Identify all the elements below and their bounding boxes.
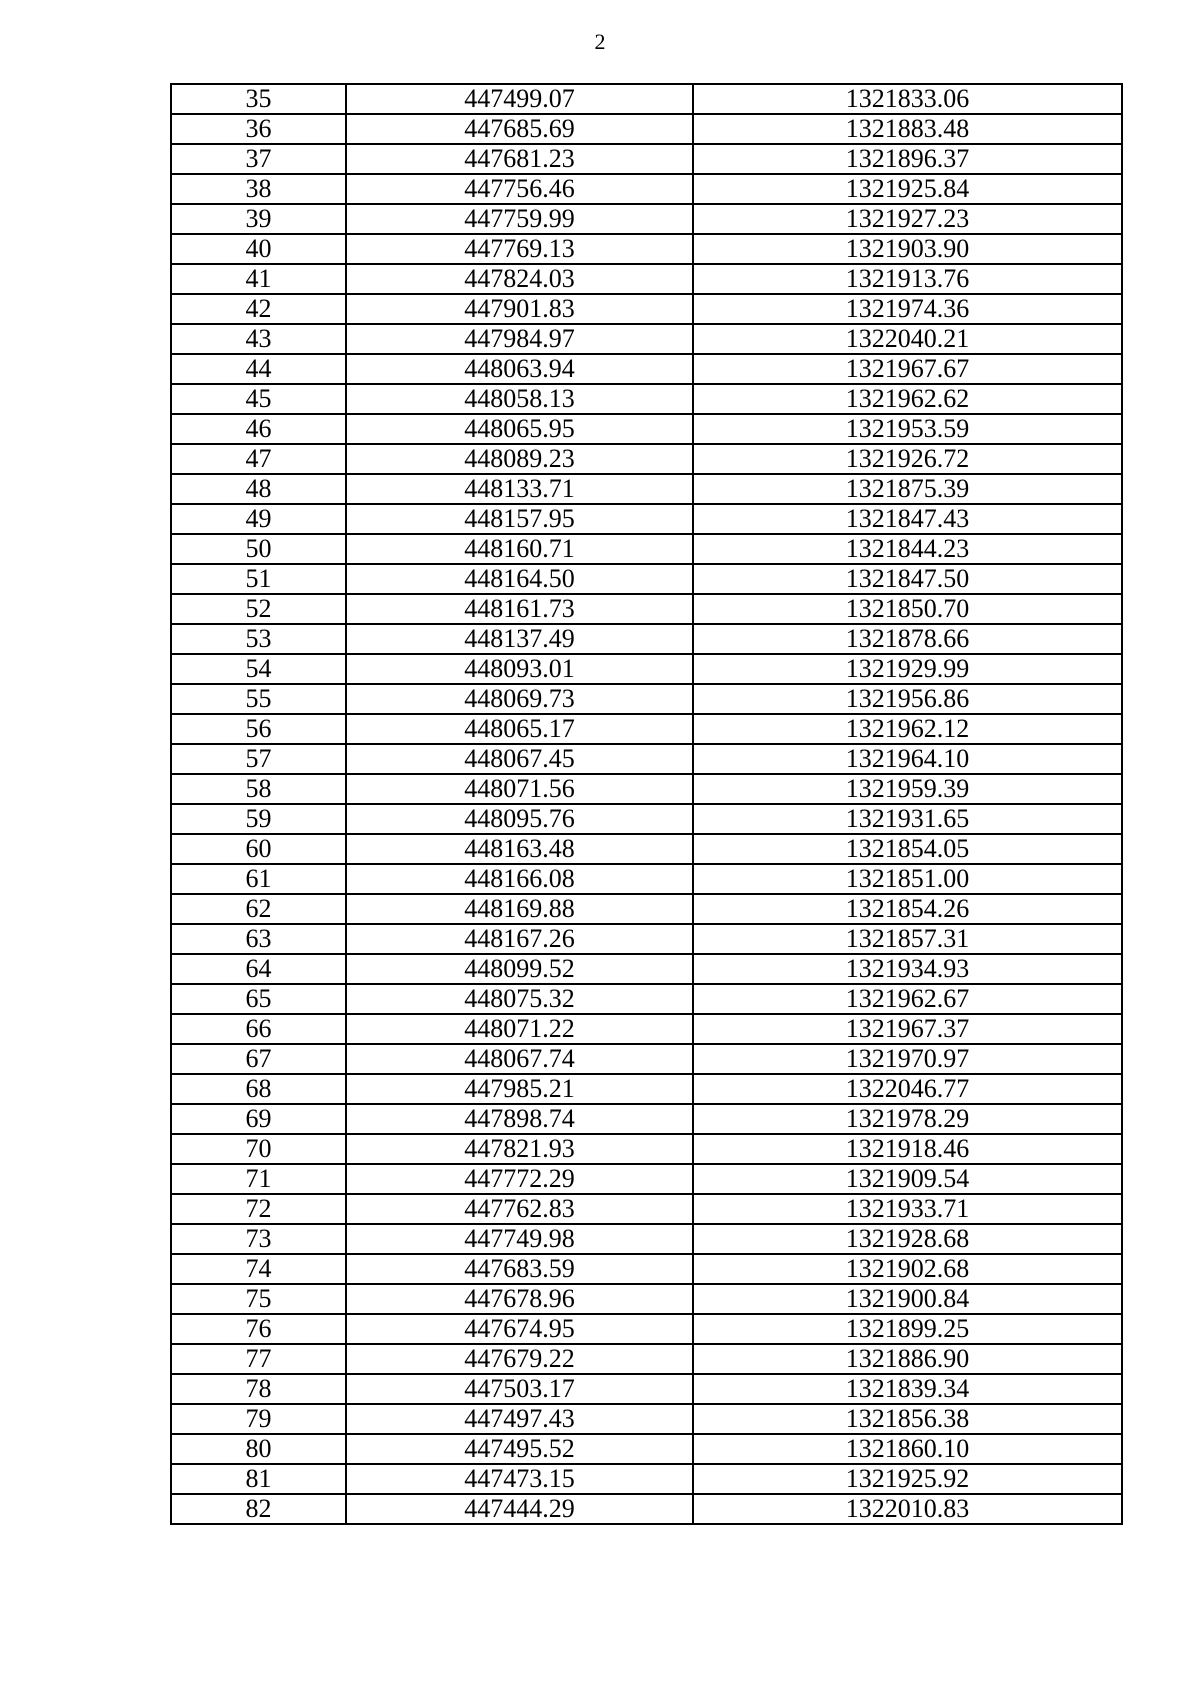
table-row bbox=[171, 1164, 1122, 1194]
y-coordinate-cell: 1321847.43 bbox=[693, 504, 1122, 534]
x-coordinate-cell: 448065.17 bbox=[346, 714, 693, 744]
table-row bbox=[171, 234, 1122, 264]
table-row bbox=[171, 984, 1122, 1014]
x-coordinate-cell: 448093.01 bbox=[346, 654, 693, 684]
y-coordinate-cell: 1321962.67 bbox=[693, 984, 1122, 1014]
table-row bbox=[171, 624, 1122, 654]
x-coordinate-cell: 448071.56 bbox=[346, 774, 693, 804]
y-coordinate-cell: 1321844.23 bbox=[693, 534, 1122, 564]
x-coordinate-cell: 447772.29 bbox=[346, 1164, 693, 1194]
table-row bbox=[171, 324, 1122, 354]
point-number-cell: 45 bbox=[171, 384, 346, 414]
x-coordinate-cell: 448099.52 bbox=[346, 954, 693, 984]
table-row bbox=[171, 294, 1122, 324]
y-coordinate-cell: 1321854.26 bbox=[693, 894, 1122, 924]
y-coordinate-cell: 1321929.99 bbox=[693, 654, 1122, 684]
x-coordinate-cell: 447759.99 bbox=[346, 204, 693, 234]
x-coordinate-cell: 447679.22 bbox=[346, 1344, 693, 1374]
x-coordinate-cell: 448067.74 bbox=[346, 1044, 693, 1074]
x-coordinate-cell: 447756.46 bbox=[346, 174, 693, 204]
y-coordinate-cell: 1321860.10 bbox=[693, 1434, 1122, 1464]
y-coordinate-cell: 1321903.90 bbox=[693, 234, 1122, 264]
table-row bbox=[171, 1344, 1122, 1374]
point-number-cell: 50 bbox=[171, 534, 346, 564]
table-row bbox=[171, 174, 1122, 204]
table-row bbox=[171, 264, 1122, 294]
table-row bbox=[171, 534, 1122, 564]
y-coordinate-cell: 1321962.12 bbox=[693, 714, 1122, 744]
y-coordinate-cell: 1321847.50 bbox=[693, 564, 1122, 594]
point-number-cell: 58 bbox=[171, 774, 346, 804]
x-coordinate-cell: 447685.69 bbox=[346, 114, 693, 144]
point-number-cell: 39 bbox=[171, 204, 346, 234]
y-coordinate-cell: 1321918.46 bbox=[693, 1134, 1122, 1164]
y-coordinate-cell: 1321909.54 bbox=[693, 1164, 1122, 1194]
y-coordinate-cell: 1321899.25 bbox=[693, 1314, 1122, 1344]
table-row bbox=[171, 504, 1122, 534]
x-coordinate-cell: 448164.50 bbox=[346, 564, 693, 594]
table-row bbox=[171, 114, 1122, 144]
point-number-cell: 74 bbox=[171, 1254, 346, 1284]
point-number-cell: 67 bbox=[171, 1044, 346, 1074]
point-number-cell: 52 bbox=[171, 594, 346, 624]
point-number-cell: 75 bbox=[171, 1284, 346, 1314]
point-number-cell: 36 bbox=[171, 114, 346, 144]
x-coordinate-cell: 448163.48 bbox=[346, 834, 693, 864]
y-coordinate-cell: 1321967.37 bbox=[693, 1014, 1122, 1044]
point-number-cell: 37 bbox=[171, 144, 346, 174]
x-coordinate-cell: 447444.29 bbox=[346, 1494, 693, 1524]
x-coordinate-cell: 448157.95 bbox=[346, 504, 693, 534]
y-coordinate-cell: 1321928.68 bbox=[693, 1224, 1122, 1254]
x-coordinate-cell: 447762.83 bbox=[346, 1194, 693, 1224]
y-coordinate-cell: 1321926.72 bbox=[693, 444, 1122, 474]
table-row bbox=[171, 84, 1122, 114]
x-coordinate-cell: 448067.45 bbox=[346, 744, 693, 774]
x-coordinate-cell: 448075.32 bbox=[346, 984, 693, 1014]
point-number-cell: 49 bbox=[171, 504, 346, 534]
coordinates-table bbox=[170, 83, 1123, 1525]
table-row bbox=[171, 1284, 1122, 1314]
x-coordinate-cell: 448058.13 bbox=[346, 384, 693, 414]
y-coordinate-cell: 1321875.39 bbox=[693, 474, 1122, 504]
x-coordinate-cell: 448169.88 bbox=[346, 894, 693, 924]
y-coordinate-cell: 1321931.65 bbox=[693, 804, 1122, 834]
y-coordinate-cell: 1322046.77 bbox=[693, 1074, 1122, 1104]
x-coordinate-cell: 447473.15 bbox=[346, 1464, 693, 1494]
point-number-cell: 35 bbox=[171, 84, 346, 114]
y-coordinate-cell: 1321886.90 bbox=[693, 1344, 1122, 1374]
y-coordinate-cell: 1321927.23 bbox=[693, 204, 1122, 234]
table-row bbox=[171, 144, 1122, 174]
table-row bbox=[171, 954, 1122, 984]
table-row bbox=[171, 1314, 1122, 1344]
y-coordinate-cell: 1321833.06 bbox=[693, 84, 1122, 114]
point-number-cell: 76 bbox=[171, 1314, 346, 1344]
x-coordinate-cell: 447769.13 bbox=[346, 234, 693, 264]
table-row bbox=[171, 1434, 1122, 1464]
y-coordinate-cell: 1321956.86 bbox=[693, 684, 1122, 714]
point-number-cell: 70 bbox=[171, 1134, 346, 1164]
table-row bbox=[171, 1224, 1122, 1254]
y-coordinate-cell: 1321851.00 bbox=[693, 864, 1122, 894]
point-number-cell: 68 bbox=[171, 1074, 346, 1104]
table-row bbox=[171, 744, 1122, 774]
table-row bbox=[171, 1074, 1122, 1104]
table-row bbox=[171, 1494, 1122, 1524]
coordinates-table-body bbox=[171, 84, 1122, 1524]
table-row bbox=[171, 564, 1122, 594]
x-coordinate-cell: 447824.03 bbox=[346, 264, 693, 294]
table-row bbox=[171, 714, 1122, 744]
table-row bbox=[171, 1254, 1122, 1284]
point-number-cell: 40 bbox=[171, 234, 346, 264]
y-coordinate-cell: 1321964.10 bbox=[693, 744, 1122, 774]
x-coordinate-cell: 448065.95 bbox=[346, 414, 693, 444]
y-coordinate-cell: 1321850.70 bbox=[693, 594, 1122, 624]
page-number: 2 bbox=[594, 29, 606, 54]
table-row bbox=[171, 864, 1122, 894]
x-coordinate-cell: 447898.74 bbox=[346, 1104, 693, 1134]
x-coordinate-cell: 447749.98 bbox=[346, 1224, 693, 1254]
x-coordinate-cell: 448063.94 bbox=[346, 354, 693, 384]
table-row bbox=[171, 834, 1122, 864]
x-coordinate-cell: 447821.93 bbox=[346, 1134, 693, 1164]
point-number-cell: 61 bbox=[171, 864, 346, 894]
point-number-cell: 43 bbox=[171, 324, 346, 354]
x-coordinate-cell: 448069.73 bbox=[346, 684, 693, 714]
table-row bbox=[171, 804, 1122, 834]
x-coordinate-cell: 447678.96 bbox=[346, 1284, 693, 1314]
y-coordinate-cell: 1321925.92 bbox=[693, 1464, 1122, 1494]
table-row bbox=[171, 414, 1122, 444]
x-coordinate-cell: 447985.21 bbox=[346, 1074, 693, 1104]
point-number-cell: 62 bbox=[171, 894, 346, 924]
point-number-cell: 48 bbox=[171, 474, 346, 504]
table-row bbox=[171, 204, 1122, 234]
x-coordinate-cell: 447683.59 bbox=[346, 1254, 693, 1284]
table-row bbox=[171, 924, 1122, 954]
x-coordinate-cell: 447495.52 bbox=[346, 1434, 693, 1464]
y-coordinate-cell: 1321854.05 bbox=[693, 834, 1122, 864]
table-row bbox=[171, 774, 1122, 804]
y-coordinate-cell: 1322040.21 bbox=[693, 324, 1122, 354]
y-coordinate-cell: 1321856.38 bbox=[693, 1404, 1122, 1434]
point-number-cell: 72 bbox=[171, 1194, 346, 1224]
y-coordinate-cell: 1321857.31 bbox=[693, 924, 1122, 954]
x-coordinate-cell: 447503.17 bbox=[346, 1374, 693, 1404]
x-coordinate-cell: 448166.08 bbox=[346, 864, 693, 894]
x-coordinate-cell: 447681.23 bbox=[346, 144, 693, 174]
x-coordinate-cell: 447674.95 bbox=[346, 1314, 693, 1344]
point-number-cell: 63 bbox=[171, 924, 346, 954]
y-coordinate-cell: 1321878.66 bbox=[693, 624, 1122, 654]
point-number-cell: 82 bbox=[171, 1494, 346, 1524]
table-row bbox=[171, 1104, 1122, 1134]
y-coordinate-cell: 1322010.83 bbox=[693, 1494, 1122, 1524]
point-number-cell: 79 bbox=[171, 1404, 346, 1434]
table-row bbox=[171, 474, 1122, 504]
y-coordinate-cell: 1321925.84 bbox=[693, 174, 1122, 204]
point-number-cell: 81 bbox=[171, 1464, 346, 1494]
point-number-cell: 57 bbox=[171, 744, 346, 774]
table-row bbox=[171, 1404, 1122, 1434]
table-row bbox=[171, 654, 1122, 684]
x-coordinate-cell: 448161.73 bbox=[346, 594, 693, 624]
point-number-cell: 53 bbox=[171, 624, 346, 654]
table-row bbox=[171, 1014, 1122, 1044]
table-row bbox=[171, 1194, 1122, 1224]
y-coordinate-cell: 1321967.67 bbox=[693, 354, 1122, 384]
point-number-cell: 64 bbox=[171, 954, 346, 984]
y-coordinate-cell: 1321896.37 bbox=[693, 144, 1122, 174]
x-coordinate-cell: 448095.76 bbox=[346, 804, 693, 834]
point-number-cell: 78 bbox=[171, 1374, 346, 1404]
x-coordinate-cell: 447499.07 bbox=[346, 84, 693, 114]
y-coordinate-cell: 1321953.59 bbox=[693, 414, 1122, 444]
y-coordinate-cell: 1321959.39 bbox=[693, 774, 1122, 804]
point-number-cell: 51 bbox=[171, 564, 346, 594]
point-number-cell: 59 bbox=[171, 804, 346, 834]
point-number-cell: 41 bbox=[171, 264, 346, 294]
table-row bbox=[171, 444, 1122, 474]
point-number-cell: 71 bbox=[171, 1164, 346, 1194]
point-number-cell: 46 bbox=[171, 414, 346, 444]
y-coordinate-cell: 1321970.97 bbox=[693, 1044, 1122, 1074]
y-coordinate-cell: 1321978.29 bbox=[693, 1104, 1122, 1134]
x-coordinate-cell: 448089.23 bbox=[346, 444, 693, 474]
x-coordinate-cell: 448167.26 bbox=[346, 924, 693, 954]
y-coordinate-cell: 1321902.68 bbox=[693, 1254, 1122, 1284]
table-row bbox=[171, 684, 1122, 714]
point-number-cell: 38 bbox=[171, 174, 346, 204]
y-coordinate-cell: 1321933.71 bbox=[693, 1194, 1122, 1224]
y-coordinate-cell: 1321839.34 bbox=[693, 1374, 1122, 1404]
point-number-cell: 66 bbox=[171, 1014, 346, 1044]
x-coordinate-cell: 447984.97 bbox=[346, 324, 693, 354]
table-row bbox=[171, 384, 1122, 414]
point-number-cell: 54 bbox=[171, 654, 346, 684]
y-coordinate-cell: 1321934.93 bbox=[693, 954, 1122, 984]
point-number-cell: 55 bbox=[171, 684, 346, 714]
x-coordinate-cell: 447497.43 bbox=[346, 1404, 693, 1434]
y-coordinate-cell: 1321962.62 bbox=[693, 384, 1122, 414]
table-row bbox=[171, 354, 1122, 384]
table-row bbox=[171, 594, 1122, 624]
y-coordinate-cell: 1321883.48 bbox=[693, 114, 1122, 144]
point-number-cell: 44 bbox=[171, 354, 346, 384]
x-coordinate-cell: 447901.83 bbox=[346, 294, 693, 324]
x-coordinate-cell: 448071.22 bbox=[346, 1014, 693, 1044]
x-coordinate-cell: 448133.71 bbox=[346, 474, 693, 504]
table-row bbox=[171, 1374, 1122, 1404]
x-coordinate-cell: 448160.71 bbox=[346, 534, 693, 564]
table-row bbox=[171, 1134, 1122, 1164]
table-row bbox=[171, 1044, 1122, 1074]
table-row bbox=[171, 894, 1122, 924]
y-coordinate-cell: 1321913.76 bbox=[693, 264, 1122, 294]
point-number-cell: 60 bbox=[171, 834, 346, 864]
y-coordinate-cell: 1321974.36 bbox=[693, 294, 1122, 324]
point-number-cell: 80 bbox=[171, 1434, 346, 1464]
point-number-cell: 77 bbox=[171, 1344, 346, 1374]
y-coordinate-cell: 1321900.84 bbox=[693, 1284, 1122, 1314]
point-number-cell: 69 bbox=[171, 1104, 346, 1134]
point-number-cell: 73 bbox=[171, 1224, 346, 1254]
point-number-cell: 56 bbox=[171, 714, 346, 744]
x-coordinate-cell: 448137.49 bbox=[346, 624, 693, 654]
point-number-cell: 47 bbox=[171, 444, 346, 474]
table-row bbox=[171, 1464, 1122, 1494]
point-number-cell: 42 bbox=[171, 294, 346, 324]
point-number-cell: 65 bbox=[171, 984, 346, 1014]
